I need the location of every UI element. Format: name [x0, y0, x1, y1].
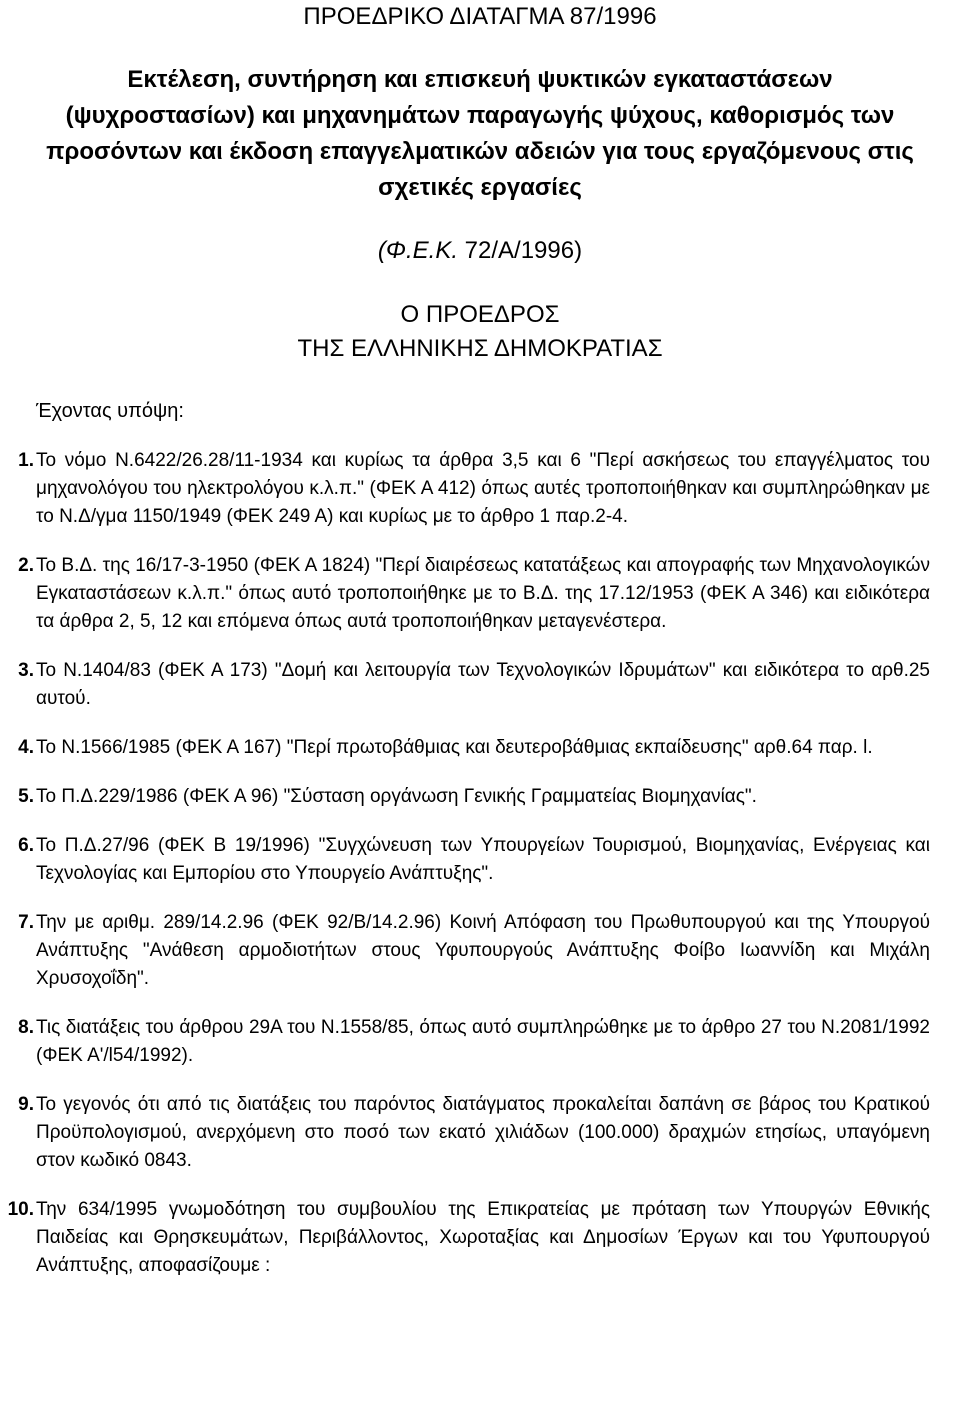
- list-item-text: Το γεγονός ότι από τις διατάξεις του παρόντος διατάγματος προκαλείται δαπάνη σε βάρος του Κρατικού Προϋπολογισμού, ανερχόμενη στο ποσό των εκατό χιλιάδων (100.000) δραχμών ετησίως, υπαγόμενη στον κωδικό 0843.: [36, 1094, 930, 1171]
- document-title: ΠΡΟΕΔΡΙΚΟ ΔΙΑΤΑΓΜΑ 87/1996: [303, 3, 657, 30]
- list-item-text: Το Π.Δ.27/96 (ΦΕΚ Β 19/1996) "Συγχώνευση των Υπουργείων Τουρισμού, Βιομηχανίας, Ενέργειας και Τεχνολογίας και Εμπορίου στο Υπουργείο Ανάπτυξης".: [36, 835, 930, 884]
- list-item-text: Το Ν.1404/83 (ΦΕΚ Α 173) "Δομή και λειτουργία των Τεχνολογικών Ιδρυμάτων" και ειδικότερα το αρθ.25 αυτού.: [36, 660, 930, 709]
- list-item: [0, 1014, 960, 1070]
- list-item-number: 8.: [18, 1017, 34, 1038]
- president-heading-line-2: ΤΗΣ ΕΛΛΗΝΙΚΗΣ ΔΗΜΟΚΡΑΤΙΑΣ: [297, 335, 663, 362]
- list-item: [0, 1196, 960, 1280]
- list-item: [0, 1091, 960, 1175]
- list-item: [0, 832, 960, 888]
- list-item: [0, 909, 960, 993]
- list-item: [0, 447, 960, 531]
- list-item-text: Το Π.Δ.229/1986 (ΦΕΚ Α 96) "Σύσταση οργάνωση Γενικής Γραμματείας Βιομηχανίας".: [36, 786, 757, 807]
- list-item: [0, 657, 960, 713]
- considerations-list: [0, 447, 960, 1301]
- list-item-text: Τις διατάξεις του άρθρου 29Α του Ν.1558/85, όπως αυτό συμπληρώθηκε με το άρθρο 27 του Ν.2081/1992 (ΦΕΚ Α'/l54/1992).: [36, 1017, 930, 1066]
- list-item-number: 2.: [18, 555, 34, 576]
- list-item-number: 5.: [18, 786, 34, 807]
- list-item-text: Την 634/1995 γνωμοδότηση του συμβουλίου της Επικρατείας με πρόταση των Υπουργών Εθνικής Παιδείας και Θρησκευμάτων, Περιβάλλοντος, Χωροταξίας και Δημοσίων Έργων και του Υφυπουργού Ανάπτυξης, αποφασίζουμε :: [36, 1199, 930, 1276]
- gazette-reference-prefix: (Φ.Ε.Κ.: [377, 237, 458, 264]
- list-item-number: 3.: [18, 660, 34, 681]
- list-item: [0, 552, 960, 636]
- gazette-reference: [0, 236, 960, 266]
- document-subtitle: Εκτέλεση, συντήρηση και επισκευή ψυκτικών εγκαταστάσεων (ψυχροστασίων) και μηχανημάτων παραγωγής ψύχους, καθορισμός των προσόντων και έκδοση επαγγελματικών αδειών για τους εργαζόμενους στις σχετικές εργασίες: [46, 66, 914, 201]
- list-item-number: 1.: [18, 450, 34, 471]
- list-item-text: Το Ν.1566/1985 (ΦΕΚ Α 167) "Περί πρωτοβάθμιας και δευτεροβάθμιας εκπαίδευσης" αρθ.64 παρ. l.: [36, 737, 873, 758]
- list-item-number: 6.: [18, 835, 34, 856]
- list-item-text: Το νόμο Ν.6422/26.28/11-1934 και κυρίως τα άρθρα 3,5 και 6 "Περί ασκήσεως του επαγγέλματος του μηχανολόγου του ηλεκτρολόγου κ.λ.π." (ΦΕΚ Α 412) όπως αυτές τροποποιήθηκαν και συμπληρώθηκαν με το Ν.Δ/γμα 1150/1949 (ΦΕΚ 249 Α) και κυρίως με το άρθρο 1 παρ.2-4.: [36, 450, 930, 527]
- list-item-text: Το Β.Δ. της 16/17-3-1950 (ΦΕΚ Α 1824) "Περί διαιρέσεως κατατάξεως και απογραφής των Μηχανολογικών Εγκαταστάσεων κ.λ.π." όπως αυτό τροποποιήθηκε με το Β.Δ. της 17.12/1953 (ΦΕΚ Α 346) και ειδικότερα τα άρθρα 2, 5, 12 και επόμενα όπως αυτά τροποποιήθηκαν μεταγενέστερα.: [36, 555, 930, 632]
- list-item-number: 10.: [7, 1199, 34, 1220]
- president-heading-line-1: Ο ΠΡΟΕΔΡΟΣ: [400, 301, 560, 328]
- list-item: [0, 734, 960, 762]
- considering-label: Έχοντας υπόψη:: [36, 400, 184, 422]
- gazette-reference-number: 72/Α/1996): [458, 237, 583, 264]
- list-item: [0, 783, 960, 811]
- list-item-number: 9.: [18, 1094, 34, 1115]
- list-item-number: 4.: [18, 737, 34, 758]
- list-item-text: Την με αριθμ. 289/14.2.96 (ΦΕΚ 92/Β/14.2.96) Κοινή Απόφαση του Πρωθυπουργού και της Υπουργού Ανάπτυξης "Ανάθεση αρμοδιοτήτων στους Υφυπουργούς Ανάπτυξης Φοίβο Ιωαννίδη και Μιχάλη Χρυσοχοΐδη".: [36, 912, 930, 989]
- list-item-number: 7.: [18, 912, 34, 933]
